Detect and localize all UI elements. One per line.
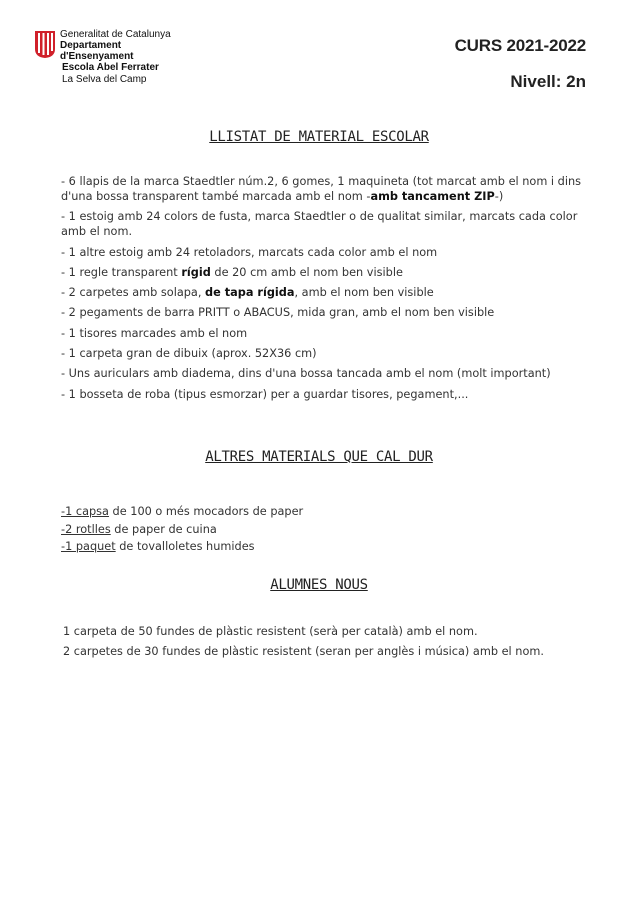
item-text-end: de 20 cm amb el nom ben visible <box>210 265 403 279</box>
list-item <box>61 538 303 556</box>
item-text-end: , amb el nom ben visible <box>294 286 434 300</box>
item-text: - 1 tisores marcades amb el nom <box>61 326 248 340</box>
school-location: La Selva del Camp <box>62 74 147 85</box>
course-year: CURS 2021-2022 <box>454 36 586 55</box>
list-item <box>61 346 581 361</box>
material-list <box>61 174 581 407</box>
item-text: de 100 o més mocadors de paper <box>108 505 304 518</box>
list-item <box>61 265 581 280</box>
item-text: - 6 llapis de la marca Staedtler núm.2, 6 gomes, 1 maquineta (tot marcat amb el nom i dins d'una bossa transparent també marcada amb el nom - <box>61 175 582 203</box>
list-item <box>61 245 581 260</box>
section-title-new-students: ALUMNES NOUS <box>270 577 368 593</box>
item-text: de tovalloletes humides <box>115 540 255 553</box>
item-quantity: -1 capsa <box>61 505 109 518</box>
generalitat-logo-icon <box>34 29 56 59</box>
organization-name <box>60 29 171 62</box>
other-materials-list <box>61 503 303 556</box>
list-item <box>61 366 581 381</box>
org-line-1: Generalitat de Catalunya <box>60 29 171 40</box>
section-title-other-materials: ALTRES MATERIALS QUE CAL DUR <box>205 449 433 465</box>
org-line-2: Departament <box>60 40 122 51</box>
list-item: 1 carpeta de 50 fundes de plàstic resistent (serà per català) amb el nom. <box>63 625 478 638</box>
level: Nivell: 2n <box>510 72 586 91</box>
item-bold-text: rígid <box>181 265 211 279</box>
item-text: - 1 estoig amb 24 colors de fusta, marca Staedtler o de qualitat similar, marcats cada color amb el nom. <box>61 210 578 239</box>
item-text: - 2 pegaments de barra PRITT o ABACUS, mida gran, amb el nom ben visible <box>61 306 495 320</box>
item-bold-text: amb tancament ZIP <box>370 190 495 203</box>
item-text: - Uns auriculars amb diadema, dins d'una bossa tancada amb el nom (molt important) <box>61 367 551 381</box>
school-name: Escola Abel Ferrater <box>62 62 159 73</box>
item-text: - 1 bosseta de roba (tipus esmorzar) per a guardar tisores, pegament,... <box>61 387 469 401</box>
list-item <box>61 305 581 320</box>
school-info <box>62 62 159 86</box>
item-text-end: -) <box>494 190 504 203</box>
list-item <box>61 174 581 204</box>
list-item <box>61 387 581 402</box>
item-bold-text: de tapa rígida <box>205 286 295 300</box>
section-title-material: LLISTAT DE MATERIAL ESCOLAR <box>209 129 429 145</box>
list-item <box>61 503 303 521</box>
list-item <box>61 209 581 239</box>
new-students-list <box>63 622 544 661</box>
item-text: de paper de cuina <box>110 522 217 536</box>
item-text: - 1 carpeta gran de dibuix (aprox. 52X36 cm) <box>61 347 317 361</box>
item-quantity: -1 paquet <box>61 540 116 553</box>
list-item <box>61 521 303 539</box>
list-item <box>61 326 581 341</box>
org-line-3: d'Ensenyament <box>60 51 134 62</box>
item-quantity: -2 rotlles <box>61 522 111 536</box>
item-text: - 1 altre estoig amb 24 retoladors, marcats cada color amb el nom <box>61 245 438 259</box>
list-item: 2 carpetes de 30 fundes de plàstic resistent (seran per anglès i música) amb el nom. <box>63 644 544 658</box>
list-item <box>61 285 581 300</box>
item-text: - 1 regle transparent <box>61 265 182 279</box>
item-text: - 2 carpetes amb solapa, <box>61 286 206 300</box>
